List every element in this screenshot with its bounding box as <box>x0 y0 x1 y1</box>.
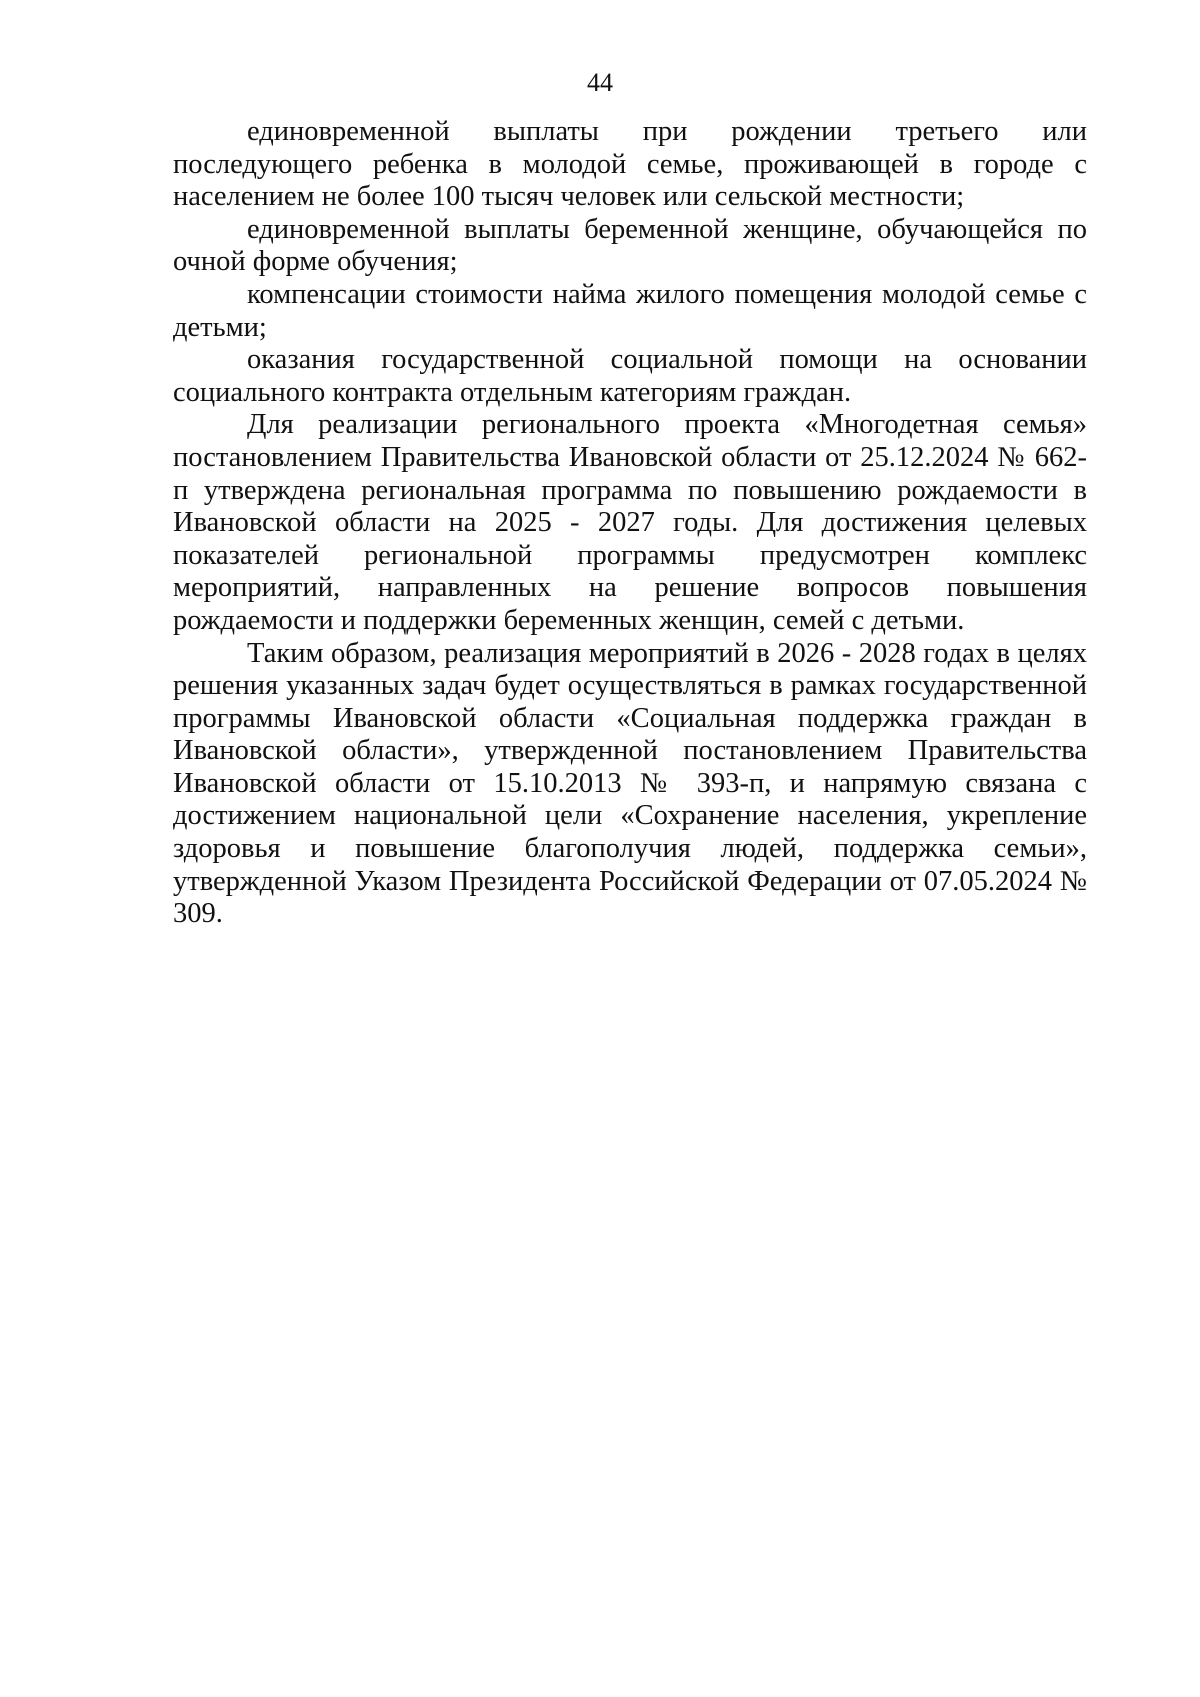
paragraph-social-contract: оказания государственной социальной помощи на основании социального контракта отдельным категориям граждан. <box>173 344 1087 408</box>
paragraph-housing-compensation: компенсации стоимости найма жилого помещения молодой семье с детьми; <box>173 278 1087 343</box>
document-body <box>173 116 1087 931</box>
page-number: 44 <box>587 68 613 97</box>
paragraph-state-program: Таким образом, реализация мероприятий в 2026 - 2028 годах в целях решения указанных задач будет осуществляться в рамках государственной программы Ивановской области «Социальная поддержка граждан в Ивановской области», утвержденной постановлением Правительства Ивановской области от 15.10.2013 № 393-п, и напрямую связана с достижением национальной цели «Сохранение населения, укрепление здоровья и повышение благополучия людей, поддержка семьи», утвержденной Указом Президента Российской Федерации от 07.05.2024 № 309. <box>173 637 1087 930</box>
paragraph-birth-payment: единовременной выплаты при рождении третьего или последующего ребенка в молодой семье, проживающей в городе с населением не более 100 тысяч человек или сельской местности; <box>173 116 1087 213</box>
paragraph-pregnant-student-payment: единовременной выплаты беременной женщине, обучающейся по очной форме обучения; <box>173 213 1087 278</box>
paragraph-regional-project: Для реализации регионального проекта «Многодетная семья» постановлением Правительства Ивановской области от 25.12.2024 № 662-п утверждена региональная программа по повышению рождаемости в Ивановской области на 2025 - 2027 годы. Для достижения целевых показателей региональной программы предусмотрен комплекс мероприятий, направленных на решение вопросов повышения рождаемости и поддержки беременных женщин, семей с детьми. <box>173 409 1087 636</box>
